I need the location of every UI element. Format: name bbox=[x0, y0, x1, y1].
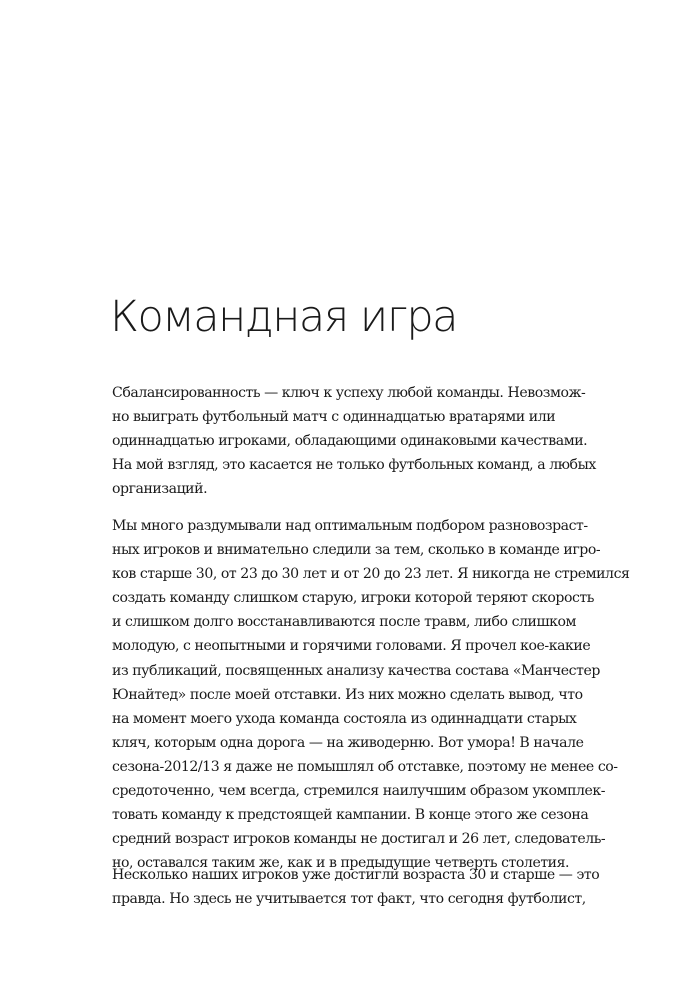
text-line: но, оставался таким же, как и в предыдущие четверть столетия. bbox=[112, 855, 570, 872]
text-line: сезона-2012/13 я даже не помышлял об отставке, поэтому не менее со- bbox=[112, 758, 618, 775]
text-line: из публикаций, посвященных анализу качества состава «Манчестер bbox=[112, 662, 600, 679]
text-line: одиннадцатью игроками, обладающими одинаковыми качествами. bbox=[112, 433, 588, 450]
paragraph-1 bbox=[112, 381, 612, 501]
paragraph-2 bbox=[112, 514, 630, 875]
text-line: На мой взгляд, это касается не только футбольных команд, а любых bbox=[112, 457, 596, 474]
text-line: ных игроков и внимательно следили за тем, сколько в команде игро- bbox=[112, 542, 601, 559]
text-line: на момент моего ухода команда состояла из одиннадцати старых bbox=[112, 710, 577, 727]
text-line: ков старше 30, от 23 до 30 лет и от 20 до 23 лет. Я никогда не стремился bbox=[112, 566, 630, 583]
text-line: Несколько наших игроков уже достигли возраста 30 и старше — это bbox=[112, 867, 600, 883]
text-line: средоточенно, чем всегда, стремился наилучшим образом укомплек- bbox=[112, 783, 606, 800]
text-line: средний возраст игроков команды не достигал и 26 лет, следователь- bbox=[112, 831, 606, 848]
text-line: товать команду к предстоящей кампании. В конце этого же сезона bbox=[112, 807, 589, 824]
paragraph-3 bbox=[112, 863, 612, 911]
text-line: и слишком долго восстанавливаются после травм, либо слишком bbox=[112, 614, 577, 631]
text-line: но выиграть футбольный матч с одиннадцатью вратарями или bbox=[112, 409, 556, 426]
text-line: создать команду слишком старую, игроки которой теряют скорость bbox=[112, 590, 594, 607]
text-line: Юнайтед» после моей отставки. Из них можно сделать вывод, что bbox=[112, 686, 583, 703]
text-line: Сбалансированность — ключ к успеху любой команды. Невозмож- bbox=[112, 385, 586, 401]
text-line: кляч, которым одна дорога — на живодерню. Вот умора! В начале bbox=[112, 734, 584, 751]
chapter-title: Командная игра bbox=[110, 292, 457, 342]
text-line: молодую, с неопытными и горячими головами. Я прочел кое-какие bbox=[112, 638, 591, 655]
text-line: Мы много раздумывали над оптимальным подбором разновозраст- bbox=[112, 518, 588, 534]
text-line: организаций. bbox=[112, 481, 208, 498]
text-line: правда. Но здесь не учитывается тот факт, что сегодня футболист, bbox=[112, 891, 586, 908]
